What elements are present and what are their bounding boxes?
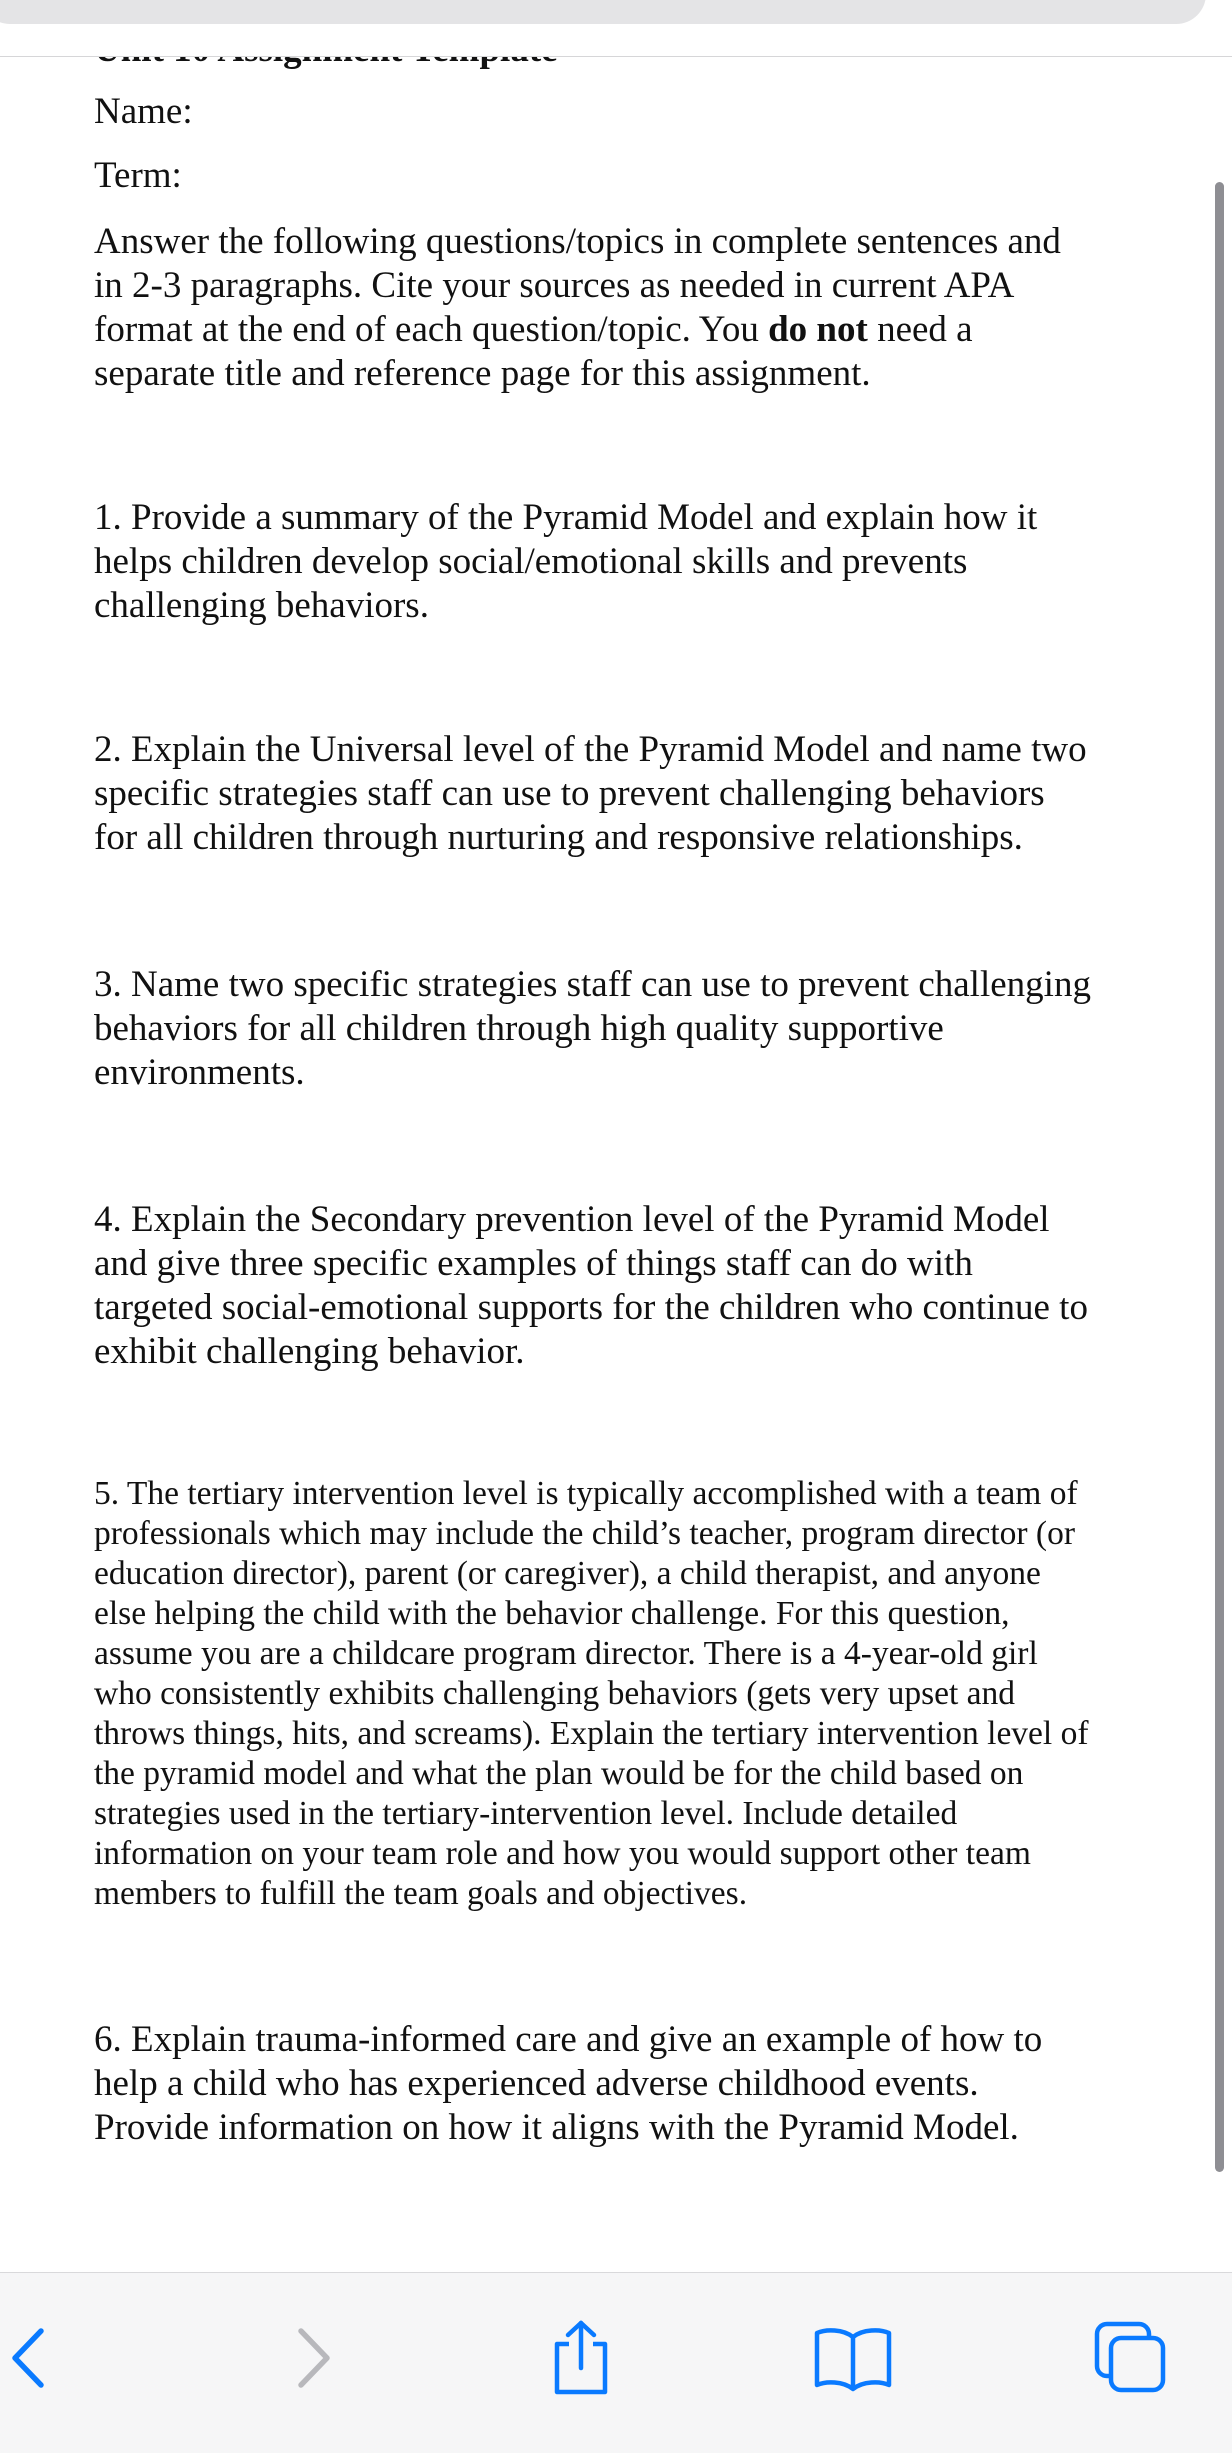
- tabs-icon: [1091, 2318, 1171, 2398]
- document-content: [94, 28, 1094, 2150]
- instructions-paragraph: [94, 220, 1094, 396]
- instructions-bold-text: do not: [768, 309, 868, 350]
- question-4: 4. Explain the Secondary prevention level of the Pyramid Model and give three specific examples of things staff can do with targeted social-emotional supports for the children who continue to exhibit challenging behavior.: [94, 1199, 1088, 1372]
- forward-button[interactable]: [266, 2313, 356, 2403]
- instructions-text-start: Answer the following questions/topics in complete sentences and in 2-3 paragraphs. Cite your sources as needed in current APA format at the end of each question/topic. You: [94, 221, 1061, 350]
- browser-top-bar: [0, 0, 1232, 57]
- scrollbar[interactable]: [1215, 182, 1224, 2172]
- question-2: 2. Explain the Universal level of the Pyramid Model and name two specific strategies staff can use to prevent challenging behaviors for all children through nurturing and responsive relationships.: [94, 729, 1087, 858]
- back-icon: [1, 2323, 61, 2393]
- question-5: 5. The tertiary intervention level is typically accomplished with a team of professionals which may include the child’s teacher, program director (or education director), parent (or caregiver), a child therapist, and anyone else helping the child with the behavior challenge. For this question, assume you are a childcare program director. There is a 4-year-old girl who consistently exhibits challenging behaviors (gets very upset and throws things, hits, and screams). Explain the tertiary intervention level of the pyramid model and what the plan would be for the child based on strategies used in the tertiary-intervention level. Include detailed information on your team role and how you would support other team members to fulfill the team goals and objectives.: [94, 1475, 1089, 1912]
- bookmarks-button[interactable]: [808, 2313, 898, 2403]
- share-icon: [546, 2318, 616, 2398]
- instructions-text-end: need a separate title and reference page for this assignment.: [94, 309, 973, 394]
- term-label: Term:: [94, 155, 182, 196]
- question-3: 3. Name two specific strategies staff can use to prevent challenging behaviors for all children through high quality supportive environments.: [94, 964, 1091, 1093]
- browser-toolbar: [0, 2272, 1232, 2453]
- name-label: Name:: [94, 91, 193, 132]
- question-6: 6. Explain trauma-informed care and give an example of how to help a child who has experienced adverse childhood events. Provide information on how it aligns with the Pyramid Model.: [94, 2019, 1043, 2148]
- back-button[interactable]: [0, 2313, 76, 2403]
- tabs-button[interactable]: [1086, 2313, 1176, 2403]
- address-bar[interactable]: [0, 0, 1206, 24]
- share-button[interactable]: [536, 2313, 626, 2403]
- question-1: 1. Provide a summary of the Pyramid Model and explain how it helps children develop social/emotional skills and prevents challenging behaviors.: [94, 497, 1038, 626]
- bookmarks-icon: [810, 2323, 896, 2393]
- forward-icon: [281, 2323, 341, 2393]
